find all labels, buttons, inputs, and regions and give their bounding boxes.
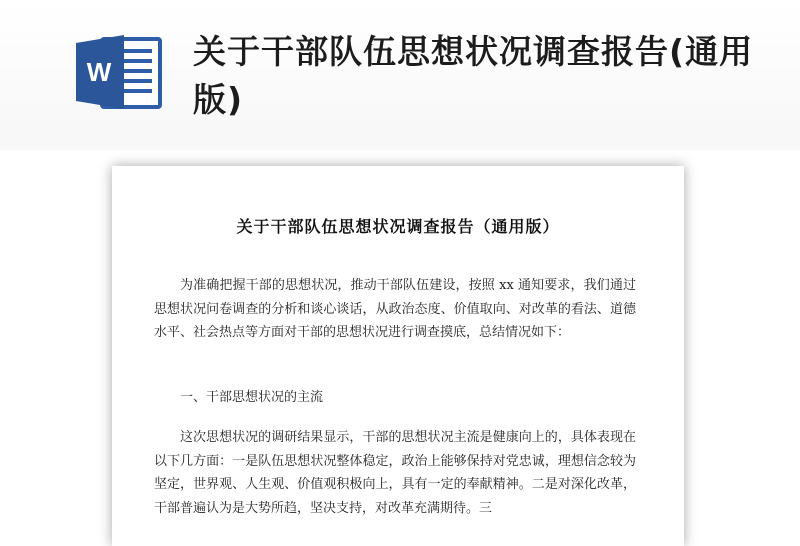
word-logo-letter: W bbox=[86, 57, 112, 87]
document-paragraph-body: 这次思想状况的调研结果显示，干部的思想状况主流是健康向上的，具体表现在以下几方面：一是队伍思想状况整体稳定，政治上能够保持对党忠诚，理想信念较为坚定，世界观、人生观、价值观积极向上，具有一定的奉献精神。二是对深化改革，干部普遍认为是大势所趋，坚决支持，对改革充满期待。三 bbox=[154, 430, 636, 516]
word-document-icon bbox=[76, 33, 164, 111]
document-paragraph-intro: 为准确把握干部的思想状况，推动干部队伍建设，按照 xx 通知要求，我们通过思想状况问卷调查的分析和谈心谈话，从政治态度、价值取向、对改革的看法、道德水平、社会热点等方面对干部的思想状况进行调查摸底，总结情况如下： bbox=[154, 278, 636, 340]
document-page bbox=[112, 166, 684, 546]
document-title: 关于干部队伍思想状况调查报告（通用版） bbox=[236, 217, 560, 236]
header-title: 关于干部队伍思想状况调查报告(通用版) bbox=[193, 32, 754, 119]
section-heading: 一、干部思想状况的主流 bbox=[180, 390, 324, 405]
